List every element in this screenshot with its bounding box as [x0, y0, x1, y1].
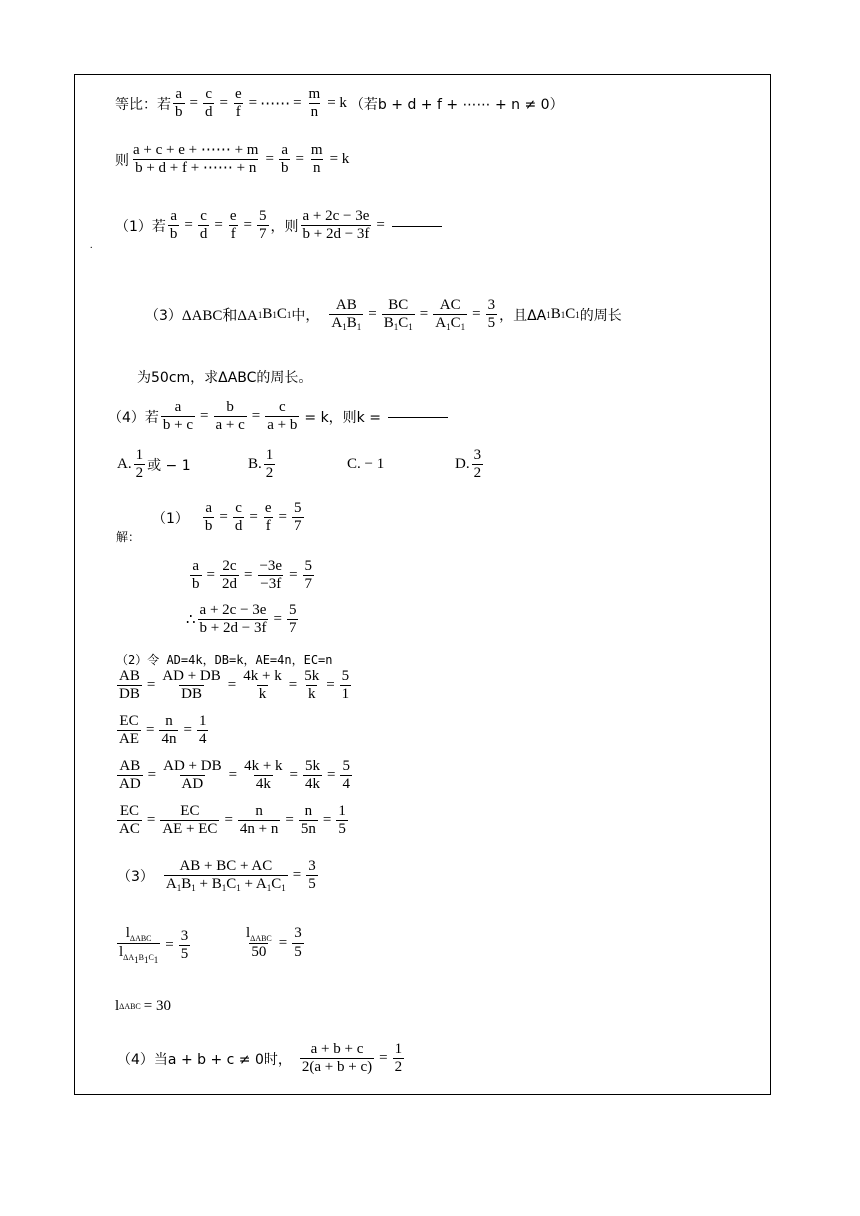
fraction: $\frac{c}{a + b}$ [267, 399, 298, 434]
fraction: $\frac{EC}{AE}$ [119, 713, 139, 748]
fraction: $\frac{a}{b}$ [169, 208, 178, 243]
fraction: $\frac{3}{2}$ [473, 447, 482, 482]
fraction: $\frac{m}{n}$ [310, 142, 323, 177]
rule-line-2: 则 $\frac{a + c + e + \cdots\cdots + m}{b + d + f + \cdots\cdots + n}$ = $\frac{a}{b}$ = $\frac{m}{n}$ = k [115, 142, 350, 177]
fraction: $\frac{1}{2}$ [265, 447, 274, 482]
fraction: $\frac{5k}{k}$ [304, 668, 320, 703]
then-label: ，则 [270, 218, 299, 235]
fraction: $\frac{3}{5}$ [308, 858, 316, 893]
option-d[interactable]: D. $\frac{3}{2}$ [455, 447, 482, 482]
stray-dot: . [90, 240, 93, 251]
fraction: $\frac{a}{b}$ [280, 142, 289, 177]
solution-1-line-1: （1） $\frac{a}{b}$ = $\frac{c}{d}$ = $\frac{e}{f}$ = $\frac{5}{7}$ [152, 500, 302, 535]
question-label: （1）若 [115, 218, 166, 235]
fraction: $\frac{5}{7}$ [304, 558, 313, 593]
fraction: $\frac{5}{7}$ [259, 208, 267, 243]
fraction: $\frac{4k + k}{4k}$ [244, 758, 283, 793]
fraction: $\frac{a + c + e + \cdots\cdots + m}{b + d + f + \cdots\cdots + n}$ [133, 142, 259, 177]
answer-blank [392, 225, 442, 227]
fraction: $\frac{a + 2c - 3e}{b + 2d - 3f}$ [199, 602, 267, 637]
solution-2-ratio-2: $\frac{EC}{AE}$ = $\frac{n}{4n}$ = $\frac{1}{4}$ [119, 713, 207, 748]
answer-blank [388, 416, 448, 418]
fraction: $\frac{1}{2}$ [135, 447, 144, 482]
solution-3-line-2a: $\frac{l_{\Delta ABC}}{l_{\Delta A_1B_1C_1}}$ = $\frac{3}{5}$ [119, 925, 189, 966]
solution-2-ratio-4: $\frac{EC}{AC}$ = $\frac{EC}{AE + EC}$ = $\frac{n}{4n + n}$ = $\frac{n}{5n}$ = $\frac{1}{5}$ [119, 803, 346, 838]
fraction: $\frac{n}{4n}$ [161, 713, 177, 748]
fraction: $\frac{l_{\Delta ABC}}{l_{\Delta A_1B_1C_1}}$ [119, 925, 159, 966]
fraction: $\frac{3}{5}$ [180, 927, 189, 962]
fraction: $\frac{EC}{AC}$ [119, 803, 140, 838]
fraction: $\frac{5}{1}$ [341, 668, 350, 703]
question-3-line-2: 为50cm，求ΔABC的周长。 [137, 370, 313, 386]
fraction: $\frac{a}{b}$ [204, 500, 213, 535]
fraction: $\frac{AC}{A_1C_1}$ [435, 297, 466, 333]
option-a[interactable]: A. $\frac{1}{2}$ 或 − 1 [117, 447, 191, 482]
fraction: $\frac{a + 2c - 3e}{b + 2d - 3f}$ [302, 208, 370, 243]
fraction: $\frac{3}{5}$ [294, 925, 302, 960]
solution-label: 解： [116, 530, 141, 544]
rule-prefix: 等比：若 [115, 96, 171, 113]
fraction: $\frac{5}{4}$ [342, 758, 350, 793]
solution-2-ratio-3: $\frac{AB}{AD}$ = $\frac{AD + DB}{AD}$ = $\frac{4k + k}{4k}$ = $\frac{5k}{4k}$ = $\frac{5}{4}$ [119, 758, 350, 793]
fraction: $\frac{2c}{2d}$ [221, 558, 237, 593]
fraction: $\frac{a}{b}$ [192, 558, 200, 593]
fraction: $\frac{1}{4}$ [198, 713, 207, 748]
fraction: $\frac{-3e}{-3f}$ [259, 558, 283, 593]
option-b[interactable]: B. $\frac{1}{2}$ [248, 447, 274, 482]
fraction: $\frac{e}{f}$ [229, 208, 237, 243]
solution-2-ratio-1: $\frac{AB}{DB}$ = $\frac{AD + DB}{DB}$ = $\frac{4k + k}{k}$ = $\frac{5k}{k}$ = $\frac{5}{1}$ [119, 668, 350, 703]
solution-3-line-1: （3） $\frac{AB + BC + AC}{A_1B_1 + B_1C_1 + A_1C_1}$ = $\frac{3}{5}$ [117, 858, 316, 894]
fraction: $\frac{e}{f}$ [234, 86, 242, 121]
fraction: $\frac{AB}{DB}$ [119, 668, 140, 703]
fraction: $\frac{n}{5n}$ [300, 803, 316, 838]
solution-1-line-2: $\frac{a}{b}$ = $\frac{2c}{2d}$ = $\frac{-3e}{-3f}$ = $\frac{5}{7}$ [192, 558, 313, 593]
fraction: $\frac{AB}{A_1B_1}$ [331, 297, 362, 333]
fraction: $\frac{b}{a + c}$ [215, 399, 245, 434]
fraction: $\frac{m}{n}$ [308, 86, 321, 121]
fraction: $\frac{a + b + c}{2(a + b + c)}$ [301, 1041, 373, 1076]
question-label: （4）若 [108, 409, 159, 426]
question-4: （4）若 $\frac{a}{b + c}$ = $\frac{b}{a + c}$ = $\frac{c}{a + b}$ = k，则k = [108, 399, 448, 435]
fraction: $\frac{5}{7}$ [288, 602, 297, 637]
fraction: $\frac{5k}{4k}$ [305, 758, 321, 793]
fraction: $\frac{a}{b}$ [175, 86, 183, 121]
fraction: $\frac{c}{d}$ [199, 208, 208, 243]
fraction: $\frac{EC}{AE + EC}$ [162, 803, 218, 838]
solution-3-line-2b: $\frac{l_{\Delta ABC}}{50}$ = $\frac{3}{5}$ [246, 925, 302, 961]
question-3: （3） ΔABC和ΔA 1 B 1 C 1 中， $\frac{AB}{A_1B_1}$ = $\frac{BC}{B_1C_1}$ = $\frac{AC}{A_1C_1}$ = $\frac{3}{5}$ ，且ΔA 1 B 1 C 1 的周长 [145, 297, 622, 333]
fraction: $\frac{AD + DB}{AD}$ [163, 758, 222, 793]
fraction: $\frac{5}{7}$ [294, 500, 302, 535]
fraction: $\frac{3}{5}$ [487, 297, 496, 332]
fraction: $\frac{1}{5}$ [338, 803, 346, 838]
solution-3-result: l ΔABC = 30 [115, 998, 171, 1014]
fraction: $\frac{BC}{B_1C_1}$ [383, 297, 413, 333]
fraction: $\frac{1}{2}$ [394, 1041, 403, 1076]
fraction: $\frac{4k + k}{k}$ [243, 668, 282, 703]
fraction: $\frac{AB}{AD}$ [119, 758, 141, 793]
option-c[interactable]: C. − 1 [347, 456, 385, 472]
then-label: 则 [115, 152, 129, 169]
question-1: （1）若 $\frac{a}{b}$ = $\frac{c}{d}$ = $\frac{e}{f}$ = $\frac{5}{7}$ ，则 $\frac{a + 2c - 3e}{b + 2d - 3f}$ = [115, 208, 442, 244]
fraction: $\frac{AD + DB}{DB}$ [162, 668, 221, 703]
fraction: $\frac{e}{f}$ [264, 500, 272, 535]
solution-4: （4）当 a + b + c ≠ 0时， $\frac{a + b + c}{2(a + b + c)}$ = $\frac{1}{2}$ [117, 1041, 403, 1076]
fraction: $\frac{n}{4n + n}$ [239, 803, 279, 838]
fraction: $\frac{a}{b + c}$ [162, 399, 194, 434]
rule-condition: （若b + d + f + ⋯⋯ + n ≠ 0） [349, 96, 564, 113]
solution-1-line-3: ∴ $\frac{a + 2c - 3e}{b + 2d - 3f}$ = $\frac{5}{7}$ [186, 602, 297, 637]
ellipsis: ⋯⋯ [260, 96, 291, 113]
therefore-symbol: ∴ [186, 612, 196, 629]
fraction: $\frac{c}{d}$ [204, 86, 213, 121]
rule-line-1: 等比：若 $\frac{a}{b}$ = $\frac{c}{d}$ = $\frac{e}{f}$ = ⋯⋯ = $\frac{m}{n}$ = k （若b + d + f + ⋯⋯ + n ≠ 0） [115, 86, 564, 121]
fraction: $\frac{l_{\Delta ABC}}{50}$ [246, 925, 272, 961]
question-label: （3） [145, 307, 182, 324]
fraction: $\frac{AB + BC + AC}{A_1B_1 + B_1C_1 + A_1C_1}$ [165, 858, 286, 894]
fraction: $\frac{c}{d}$ [234, 500, 243, 535]
solution-2-label: （2）令 AD=4k，DB=k，AE=4n，EC=n [116, 653, 333, 667]
